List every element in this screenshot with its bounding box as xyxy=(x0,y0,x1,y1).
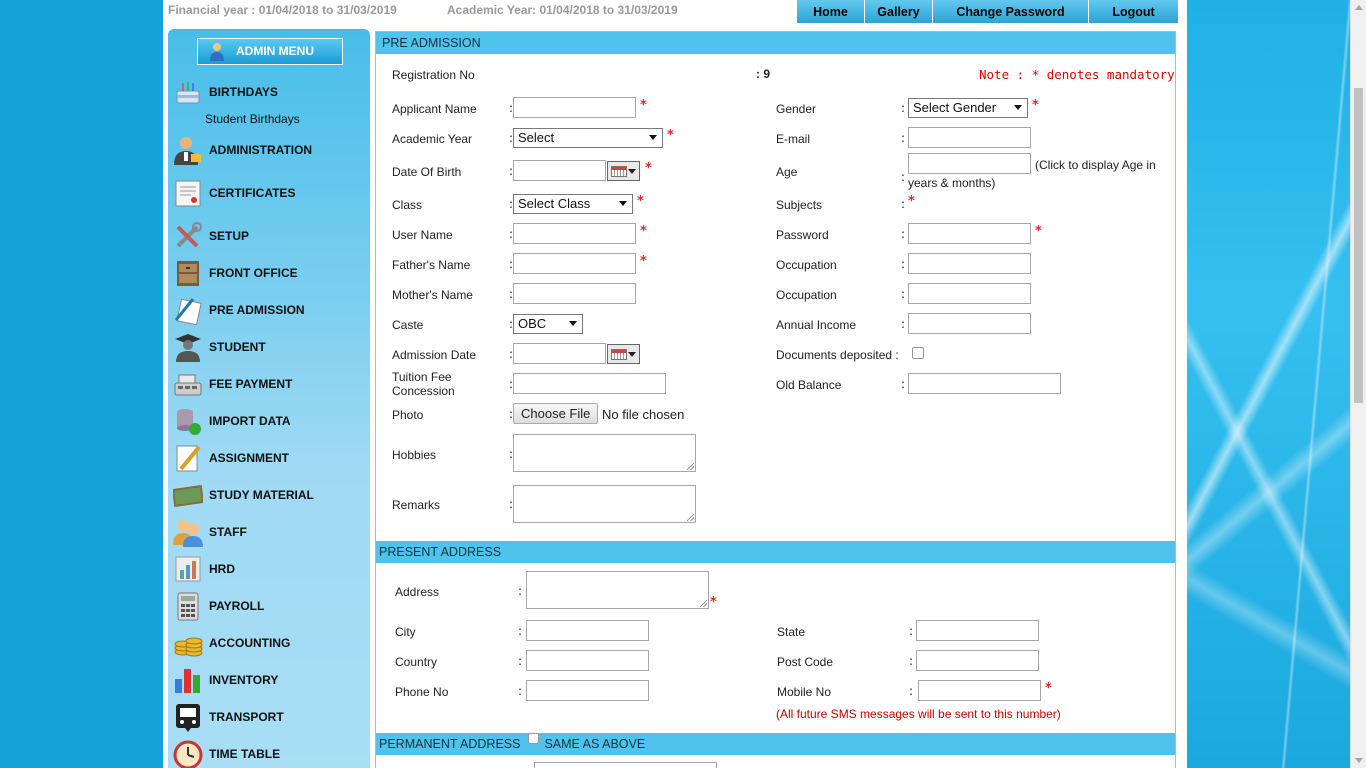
class-label: Class xyxy=(392,198,423,212)
email-input[interactable] xyxy=(908,127,1031,148)
required-marker: * xyxy=(1045,681,1052,696)
menu-front-office-label: FRONT OFFICE xyxy=(209,266,298,280)
coins-icon xyxy=(173,628,203,658)
admin-sidebar xyxy=(168,29,370,768)
mothers-name-label: Mother's Name xyxy=(392,288,473,302)
menu-payroll[interactable] xyxy=(173,591,368,621)
old-balance-label: Old Balance xyxy=(776,378,842,392)
permanent-address-title: PERMANENT ADDRESS xyxy=(379,737,521,751)
father-occupation-label: Occupation xyxy=(776,258,837,272)
calendar-icon xyxy=(611,349,627,360)
submenu-student-birthdays[interactable]: Student Birthdays xyxy=(205,112,300,126)
documents-deposited-checkbox[interactable] xyxy=(912,347,924,359)
tuition-fee-label-line1: Tuition Fee xyxy=(392,370,452,384)
menu-inventory[interactable] xyxy=(173,665,368,695)
colon: : xyxy=(509,131,514,145)
colon: : xyxy=(901,227,906,241)
financial-year-label: Financial year : 01/04/2018 to 31/03/2019 xyxy=(168,3,397,17)
background-decoration xyxy=(1187,0,1350,768)
choose-file-button[interactable]: Choose File xyxy=(513,403,598,424)
admission-date-label: Admission Date xyxy=(392,348,477,362)
registration-no-value: : 9 xyxy=(756,67,771,81)
birthday-cake-icon xyxy=(173,77,203,107)
address-label: Address xyxy=(395,585,440,599)
menu-staff-label: STAFF xyxy=(209,525,247,539)
mothers-name-input[interactable] xyxy=(513,283,636,304)
menu-fee-payment-label: FEE PAYMENT xyxy=(209,377,293,391)
sms-hint-text: (All future SMS messages will be sent to this number) xyxy=(776,707,1061,721)
admission-date-calendar-button[interactable] xyxy=(607,344,640,364)
menu-setup-label: SETUP xyxy=(209,229,250,243)
class-select-value: Select Class xyxy=(518,196,591,211)
colon: : xyxy=(901,377,906,391)
menu-import-data[interactable] xyxy=(173,406,368,436)
required-marker: * xyxy=(637,194,644,209)
post-code-input[interactable] xyxy=(916,650,1039,671)
colon: : xyxy=(518,624,523,638)
state-label: State xyxy=(777,625,806,639)
password-label: Password xyxy=(776,228,829,242)
bus-icon xyxy=(173,702,203,732)
bar-chart-icon xyxy=(173,665,203,695)
gender-label: Gender xyxy=(776,102,817,116)
city-input[interactable] xyxy=(526,620,649,641)
documents-deposited-label: Documents deposited : xyxy=(776,348,899,362)
phone-no-label: Phone No xyxy=(395,685,449,699)
resize-grip-icon[interactable] xyxy=(700,600,707,607)
gender-select-value: Select Gender xyxy=(913,100,997,115)
colon: : xyxy=(901,197,906,211)
phone-no-input[interactable] xyxy=(526,680,649,701)
colon: : xyxy=(518,654,523,668)
nav-gallery-button[interactable]: Gallery xyxy=(865,0,933,23)
hobbies-label: Hobbies xyxy=(392,448,437,462)
import-data-icon xyxy=(173,406,203,436)
age-input[interactable] xyxy=(908,153,1031,174)
required-marker: * xyxy=(640,98,647,113)
hobbies-textarea[interactable] xyxy=(513,434,696,472)
present-address-header: PRESENT ADDRESS xyxy=(376,541,1175,563)
mandatory-note: Note : * denotes mandatory xyxy=(979,67,1175,82)
age-hint-line1: (Click to display Age in xyxy=(1035,158,1156,172)
required-marker: * xyxy=(640,224,647,239)
colon: : xyxy=(509,497,514,511)
tuition-fee-label-line2: Concession xyxy=(392,384,455,398)
menu-fee-payment[interactable] xyxy=(173,369,368,399)
old-balance-input[interactable] xyxy=(908,373,1061,394)
colon: : xyxy=(509,227,514,241)
same-as-above-label: SAME AS ABOVE xyxy=(544,737,646,751)
academic-year-label: Academic Year: 01/04/2018 to 31/03/2019 xyxy=(447,3,678,17)
no-file-chosen-label: No file chosen xyxy=(602,407,685,422)
chevron-down-icon xyxy=(569,321,577,326)
menu-setup[interactable] xyxy=(173,221,368,251)
password-input[interactable] xyxy=(908,223,1031,244)
colon: : xyxy=(509,407,514,421)
father-occupation-input[interactable] xyxy=(908,253,1031,274)
fathers-name-label: Father's Name xyxy=(392,258,471,272)
menu-import-data-label: IMPORT DATA xyxy=(209,414,291,428)
photo-label: Photo xyxy=(392,408,424,422)
fathers-name-input[interactable] xyxy=(513,253,636,274)
user-name-label: User Name xyxy=(392,228,453,242)
academic-year-label: Academic Year xyxy=(392,132,473,146)
chevron-down-icon xyxy=(619,201,627,206)
remarks-label: Remarks xyxy=(392,498,441,512)
cash-register-icon xyxy=(173,369,203,399)
resize-grip-icon[interactable] xyxy=(687,463,694,470)
nav-change-password-button[interactable]: Change Password xyxy=(933,0,1089,23)
top-bar xyxy=(163,0,1187,24)
user-name-input[interactable] xyxy=(513,223,636,244)
colon: : xyxy=(909,684,914,698)
applicant-name-input[interactable] xyxy=(513,97,636,118)
dob-calendar-button[interactable] xyxy=(607,161,640,181)
colon: : xyxy=(509,317,514,331)
menu-administration[interactable] xyxy=(173,135,368,165)
menu-student[interactable] xyxy=(173,332,368,362)
colon: : xyxy=(509,197,514,211)
administrator-icon xyxy=(173,135,203,165)
colon: : xyxy=(509,377,514,391)
menu-front-office[interactable] xyxy=(173,258,368,288)
menu-transport[interactable] xyxy=(173,702,368,732)
mother-occupation-input[interactable] xyxy=(908,283,1031,304)
scroll-thumb[interactable] xyxy=(1354,88,1363,403)
required-marker: * xyxy=(710,595,717,610)
same-as-above-checkbox[interactable] xyxy=(528,733,539,744)
mobile-no-label: Mobile No xyxy=(777,685,832,699)
menu-birthdays-label: BIRTHDAYS xyxy=(209,85,278,99)
gender-select[interactable] xyxy=(908,98,1028,118)
annual-income-label: Annual Income xyxy=(776,318,857,332)
caste-select-value: OBC xyxy=(518,316,547,331)
pencil-paper-icon xyxy=(173,443,203,473)
email-label: E-mail xyxy=(776,132,811,146)
scroll-down-icon[interactable] xyxy=(1355,758,1363,763)
menu-hrd-label: HRD xyxy=(209,562,235,576)
country-input[interactable] xyxy=(526,650,649,671)
remarks-textarea[interactable] xyxy=(513,485,696,523)
page-scrollbar[interactable] xyxy=(1350,0,1366,768)
menu-study-material-label: STUDY MATERIAL xyxy=(209,488,314,502)
menu-pre-admission[interactable] xyxy=(173,295,368,325)
annual-income-input[interactable] xyxy=(908,313,1031,334)
mother-occupation-label: Occupation xyxy=(776,288,837,302)
menu-time-table[interactable] xyxy=(173,739,368,768)
colon: : xyxy=(518,684,523,698)
colon: : xyxy=(901,257,906,271)
city-label: City xyxy=(395,625,416,639)
academic-year-select[interactable] xyxy=(513,128,663,148)
colon: : xyxy=(509,164,514,178)
colon: : xyxy=(901,101,906,115)
menu-accounting-label: ACCOUNTING xyxy=(209,636,291,650)
chevron-down-icon xyxy=(628,169,636,174)
pre-admission-header: PRE ADMISSION xyxy=(376,32,1175,54)
caste-label: Caste xyxy=(392,318,424,332)
chevron-down-icon xyxy=(649,135,657,140)
admission-date-input[interactable] xyxy=(513,343,606,364)
pre-admission-form xyxy=(375,31,1176,768)
admin-menu-button[interactable] xyxy=(197,38,343,65)
class-select[interactable] xyxy=(513,194,633,214)
admin-user-icon xyxy=(208,42,226,61)
scroll-up-icon[interactable] xyxy=(1355,5,1363,10)
hrd-icon xyxy=(173,554,203,584)
nav-home-button[interactable]: Home xyxy=(797,0,865,23)
post-code-label: Post Code xyxy=(777,655,834,669)
menu-certificates[interactable] xyxy=(173,178,368,208)
resize-grip-icon[interactable] xyxy=(687,514,694,521)
colon: : xyxy=(518,584,523,598)
menu-certificates-label: CERTIFICATES xyxy=(209,186,296,200)
tools-icon xyxy=(173,221,203,251)
required-marker: * xyxy=(1032,98,1039,113)
menu-hrd[interactable] xyxy=(173,554,368,584)
chevron-down-icon xyxy=(628,352,636,357)
permanent-address-header xyxy=(376,733,1175,755)
registration-no-label: Registration No xyxy=(392,68,475,82)
colon: : xyxy=(901,317,906,331)
menu-transport-label: TRANSPORT xyxy=(209,710,284,724)
menu-pre-admission-label: PRE ADMISSION xyxy=(209,303,305,317)
tuition-fee-concession-input[interactable] xyxy=(513,373,666,394)
clock-icon xyxy=(173,739,203,768)
staff-icon xyxy=(173,517,203,547)
dob-label: Date Of Birth xyxy=(392,165,462,179)
colon: : xyxy=(901,170,906,184)
colon: : xyxy=(509,101,514,115)
chalkboard-icon xyxy=(173,480,203,510)
academic-year-select-value: Select xyxy=(518,130,555,145)
admin-menu-label: ADMIN MENU xyxy=(236,44,314,58)
colon: : xyxy=(901,131,906,145)
required-marker: * xyxy=(667,128,674,143)
age-label: Age xyxy=(776,165,798,179)
subjects-label: Subjects xyxy=(776,198,823,212)
menu-assignment-label: ASSIGNMENT xyxy=(209,451,290,465)
colon: : xyxy=(509,287,514,301)
pre-admission-icon xyxy=(173,295,203,325)
permanent-address-textarea[interactable] xyxy=(534,762,717,768)
state-input[interactable] xyxy=(916,620,1039,641)
menu-time-table-label: TIME TABLE xyxy=(209,747,281,761)
colon: : xyxy=(909,654,914,668)
menu-student-label: STUDENT xyxy=(209,340,266,354)
student-icon xyxy=(173,332,203,362)
calculator-icon xyxy=(173,591,203,621)
menu-staff[interactable] xyxy=(173,517,368,547)
required-marker: * xyxy=(1035,224,1042,239)
certificate-icon xyxy=(173,178,203,208)
menu-payroll-label: PAYROLL xyxy=(209,599,265,613)
dob-input[interactable] xyxy=(513,160,606,181)
required-marker: * xyxy=(645,161,652,176)
menu-assignment[interactable] xyxy=(173,443,368,473)
menu-inventory-label: INVENTORY xyxy=(209,673,279,687)
colon: : xyxy=(909,624,914,638)
caste-select[interactable] xyxy=(513,314,583,334)
colon: : xyxy=(509,447,514,461)
required-marker: * xyxy=(908,194,915,209)
colon: : xyxy=(509,347,514,361)
menu-birthdays[interactable] xyxy=(173,77,368,107)
applicant-name-label: Applicant Name xyxy=(392,102,477,116)
colon: : xyxy=(901,287,906,301)
menu-administration-label: ADMINISTRATION xyxy=(209,143,313,157)
menu-study-material[interactable] xyxy=(173,480,368,510)
page-container xyxy=(163,0,1187,768)
country-label: Country xyxy=(395,655,438,669)
nav-logout-button[interactable]: Logout xyxy=(1089,0,1179,23)
calendar-icon xyxy=(611,166,627,177)
cabinet-icon xyxy=(173,258,203,288)
mobile-no-input[interactable] xyxy=(918,680,1041,701)
colon: : xyxy=(509,257,514,271)
age-hint-line2: years & months) xyxy=(908,176,996,190)
present-address-textarea[interactable] xyxy=(526,571,709,609)
chevron-down-icon xyxy=(1014,105,1022,110)
required-marker: * xyxy=(640,254,647,269)
menu-accounting[interactable] xyxy=(173,628,368,658)
